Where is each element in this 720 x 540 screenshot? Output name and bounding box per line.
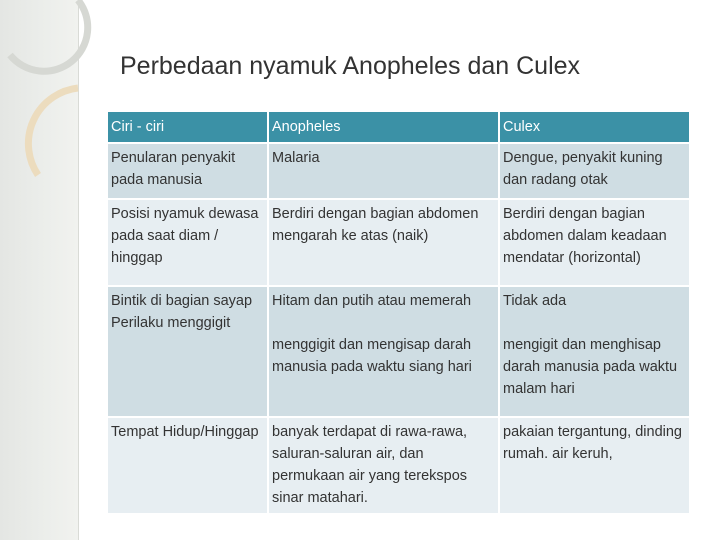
decorative-rings-icon [0, 0, 100, 200]
comparison-table [106, 110, 691, 515]
table-cell: banyak terdapat di rawa-rawa, saluran-saluran air, dan permukaan air yang terekspos sinar matahari. [268, 417, 499, 514]
table-cell: pakaian tergantung, dinding rumah. air keruh, [499, 417, 690, 514]
table-cell: Bintik di bagian sayap Perilaku menggigit [107, 286, 268, 417]
header-anopheles: Anopheles [268, 111, 499, 143]
table-cell: Posisi nyamuk dewasa pada saat diam / hinggap [107, 199, 268, 286]
header-culex: Culex [499, 111, 690, 143]
table-cell: Malaria [268, 143, 499, 199]
table-cell: Berdiri dengan bagian abdomen dalam keadaan mendatar (horizontal) [499, 199, 690, 286]
header-ciri: Ciri - ciri [107, 111, 268, 143]
table-cell: Penularan penyakit pada manusia [107, 143, 268, 199]
table-header-row [107, 111, 690, 143]
table-cell: Tidak ada mengigit dan menghisap darah manusia pada waktu malam hari [499, 286, 690, 417]
table-row [107, 143, 690, 199]
table-row [107, 417, 690, 514]
table-cell: Berdiri dengan bagian abdomen mengarah ke atas (naik) [268, 199, 499, 286]
page-title: Perbedaan nyamuk Anopheles dan Culex [120, 52, 581, 80]
table-row [107, 286, 690, 417]
table-row [107, 199, 690, 286]
table-cell: Dengue, penyakit kuning dan radang otak [499, 143, 690, 199]
table-cell: Hitam dan putih atau memerah menggigit dan mengisap darah manusia pada waktu siang hari [268, 286, 499, 417]
table-cell: Tempat Hidup/Hinggap [107, 417, 268, 514]
